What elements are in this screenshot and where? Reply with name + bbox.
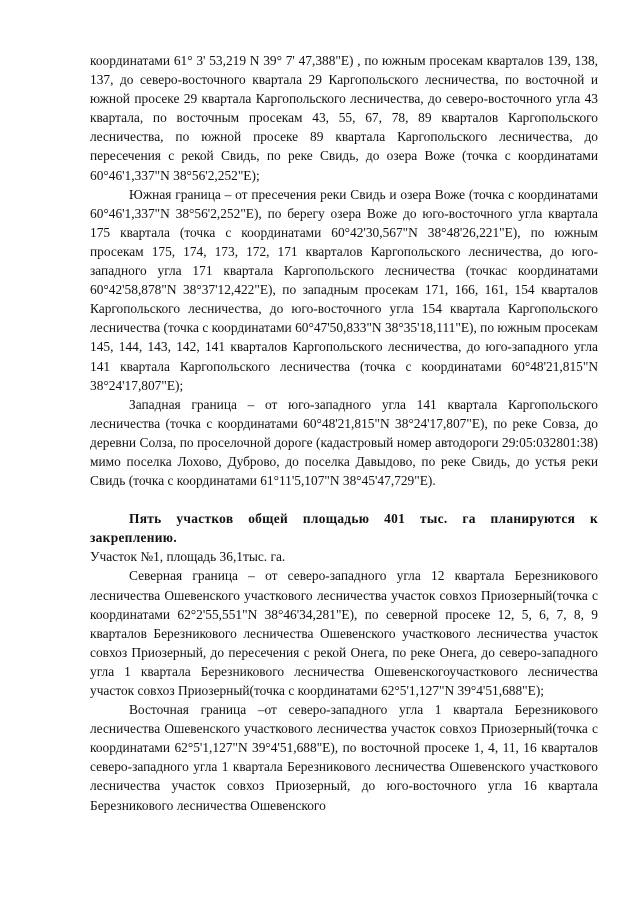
- paragraph-plot1-eastern-border: Восточная граница –от северо-западного угла 1 квартала Березникового лесничества Ошевенского участкового лесничества участок совхоз Приозерный(точка с координатами 62°5'1,127"N 39°4'51,688"E), по восточной просеке 1, 4, 11, 16 кварталов северо-западного угла 1 квартала Березникового лесничества Ошевенского участкового лесничества участок совхоз Приозерный, до юго-восточного угла 16 квартала Березникового лесничества Ошевенского: [90, 702, 598, 813]
- document-page: [90, 51, 598, 815]
- paragraph-plot1-northern-border: Северная граница – от северо-западного угла 12 квартала Березникового лесничества Ошевенского участкового лесничества участок совхоз Приозерный(точка с координатами 62°2'55,551"N 38°46'34,281"E), по северной просеке 12, 5, 6, 7, 8, 9 кварталов Березникового лесничества Ошевенского участкового лесничества участок совхоз Приозерный, до пересечения с рекой Онега, по реке Онега, до северо-западного угла 1 квартала Березникового лесничества Ошевенскогоучасткового лесничества участок совхоз Приозерный(точка с координатами 62°5'1,127"N 39°4'51,688"E);: [90, 568, 598, 698]
- paragraph-northern-border-continued: координатами 61° 3' 53,219 N 39° 7' 47,388"E) , по южным просекам кварталов 139, 138, 137, до северо-восточного квартала 29 Каргопольского лесничества, по восточной и южной просеке 29 квартала Каргопольского лесничества, до северо-восточного угла 43 квартала, по восточным просекам 43, 55, 67, 78, 89 кварталов Каргопольского лесничества, по южной просеке 89 квартала Каргопольского лесничества, до пересечения с рекой Свидь, по реке Свидь, до озера Воже (точка с координатами 60°46'1,337"N 38°56'2,252"E);: [90, 53, 598, 183]
- section-heading: Пять участков общей площадью 401 тыс. га планируются к закреплению.: [90, 511, 598, 546]
- paragraph-southern-border: Южная граница – от пресечения реки Свидь и озера Воже (точка с координатами 60°46'1,337"N 38°56'2,252"E), по берегу озера Воже до юго-восточного угла квартала 175 квартала (точка с координатами 60°42'30,567"N 38°48'26,221"E), по южным просекам 175, 174, 173, 172, 171 кварталов Каргопольского лесничества, до юго-западного угла 171 квартала Каргопольского лесничества (точкас координатами 60°42'58,878"N 38°37'12,422"E), по западным просекам 171, 166, 161, 154 кварталов Каргопольского лесничества, до юго-восточного угла 154 квартала Каргопольского лесничества (точка с координатами 60°47'50,833"N 38°35'18,111"E), по южным просекам 145, 144, 143, 142, 141 кварталов Каргопольского лесничества, до юго-западного угла 141 квартала Каргопольского лесничества (точка с координатами 60°48'21,815"N 38°24'17,807"E);: [90, 186, 598, 393]
- paragraph-western-border: Западная граница – от юго-западного угла 141 квартала Каргопольского лесничества (точка с координатами 60°48'21,815"N 38°24'17,807"E), по реке Совза, до деревни Солза, по проселочной дороге (кадастровый номер автодороги 29:05:032801:38) мимо поселка Лохово, Дуброво, до поселка Давыдово, по реке Свидь, до устья реки Свидь (точка с координатами 61°11'5,107"N 38°45'47,729"E).: [90, 396, 598, 489]
- plot-title: Участок №1, площадь 36,1тыс. га.: [90, 549, 286, 565]
